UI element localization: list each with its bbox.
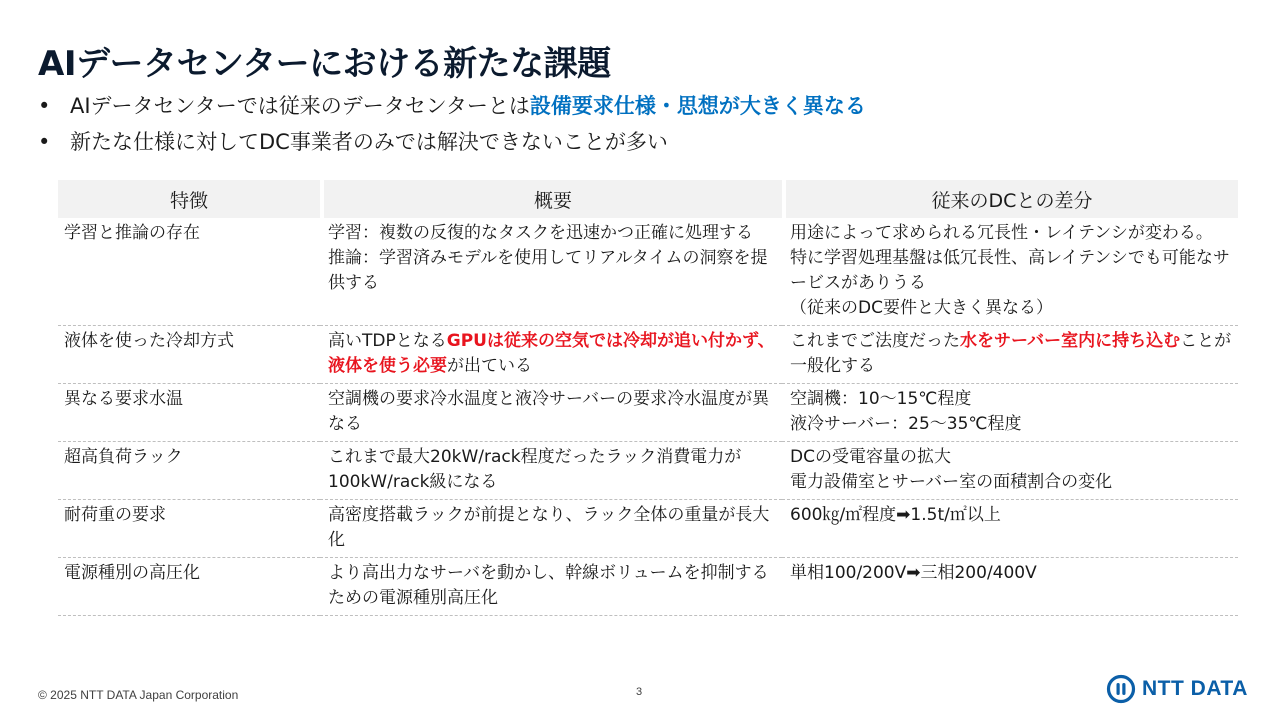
feature-cell: 異なる要求水温 <box>58 384 320 442</box>
summary-cell <box>320 218 782 326</box>
bullet-highlight: 設備要求仕様・思想が大きく異なる <box>529 94 866 118</box>
bullet-list <box>38 88 866 160</box>
table-row <box>58 384 1238 442</box>
bullet-item <box>38 124 866 160</box>
cell-text: DCの受電容量の拡大 <box>790 447 951 467</box>
cell-text: 特に学習処理基盤は低冗長性、高レイテンシでも可能なサービスがありうる <box>790 248 1230 293</box>
cell-text: 液冷サーバー：25～35℃程度 <box>790 414 1022 434</box>
cell-text: 空調機の要求冷水温度と液冷サーバーの要求冷水温度が異なる <box>328 389 770 434</box>
cell-text: 用途によって求められる冗長性・レイテンシが変わる。 <box>790 223 1213 243</box>
features-table <box>58 180 1238 616</box>
company-logo <box>1106 674 1248 704</box>
cell-text: （従来のDC要件と大きく異なる） <box>790 298 1053 318</box>
cell-text: 学習：複数の反復的なタスクを迅速かつ正確に処理する <box>328 223 753 243</box>
cell-text: ことが一般化する <box>790 331 1232 376</box>
header-summary: 概要 <box>320 180 782 218</box>
table-row <box>58 558 1238 616</box>
cell-text: これまで最大20kW/rack程度だったラック消費電力が100kW/rack級になる <box>328 447 742 492</box>
summary-cell <box>320 384 782 442</box>
feature-cell: 電源種別の高圧化 <box>58 558 320 616</box>
summary-cell <box>320 500 782 558</box>
bullet-text: 新たな仕様に対してDC事業者のみでは解決できないことが多い <box>70 130 668 154</box>
copyright: © 2025 NTT DATA Japan Corporation <box>38 688 239 702</box>
diff-cell <box>782 384 1238 442</box>
cell-text: が出ている <box>447 356 532 376</box>
page-title: AIデータセンターにおける新たな課題 <box>38 44 611 84</box>
table-row <box>58 218 1238 326</box>
feature-cell: 液体を使った冷却方式 <box>58 326 320 384</box>
cell-text: より高出力なサーバを動かし、幹線ボリュームを抑制するための電源種別高圧化 <box>328 563 769 608</box>
bullet-item <box>38 88 866 124</box>
header-feature: 特徴 <box>58 180 320 218</box>
table-row <box>58 442 1238 500</box>
summary-cell <box>320 558 782 616</box>
bullet-marker: • <box>38 94 51 118</box>
cell-text: これまでご法度だった <box>790 331 960 351</box>
feature-cell: 学習と推論の存在 <box>58 218 320 326</box>
diff-cell <box>782 500 1238 558</box>
summary-cell <box>320 326 782 384</box>
diff-cell <box>782 558 1238 616</box>
diff-cell <box>782 218 1238 326</box>
page-number: 3 <box>636 686 643 698</box>
bullet-marker: • <box>38 130 51 154</box>
cell-text: 高いTDPとなる <box>328 331 447 351</box>
feature-cell: 耐荷重の要求 <box>58 500 320 558</box>
bullet-text: AIデータセンターでは従来のデータセンターとは <box>70 94 530 118</box>
ntt-data-logo-icon <box>1106 674 1136 704</box>
table-header-row <box>58 180 1238 218</box>
cell-text: 高密度搭載ラックが前提となり、ラック全体の重量が長大化 <box>328 505 770 550</box>
header-diff: 従来のDCとの差分 <box>782 180 1238 218</box>
table-row <box>58 326 1238 384</box>
feature-cell: 超高負荷ラック <box>58 442 320 500</box>
cell-text: 推論：学習済みモデルを使用してリアルタイムの洞察を提供する <box>328 248 768 293</box>
table-row <box>58 500 1238 558</box>
emphasis-text: 水をサーバー室内に持ち込む <box>960 331 1181 351</box>
emphasis-text: GPUは従来の空気では冷却が追い付かず、液体を使う必要 <box>328 331 775 376</box>
cell-text: 単相100/200V➡三相200/400V <box>790 563 1037 583</box>
cell-text: 電力設備室とサーバー室の面積割合の変化 <box>790 472 1113 492</box>
diff-cell <box>782 442 1238 500</box>
cell-text: 600㎏/㎡程度➡1.5t/㎡以上 <box>790 505 1001 525</box>
cell-text: 空調機：10～15℃程度 <box>790 389 972 409</box>
diff-cell <box>782 326 1238 384</box>
summary-cell <box>320 442 782 500</box>
logo-text: NTT DATA <box>1142 677 1248 700</box>
